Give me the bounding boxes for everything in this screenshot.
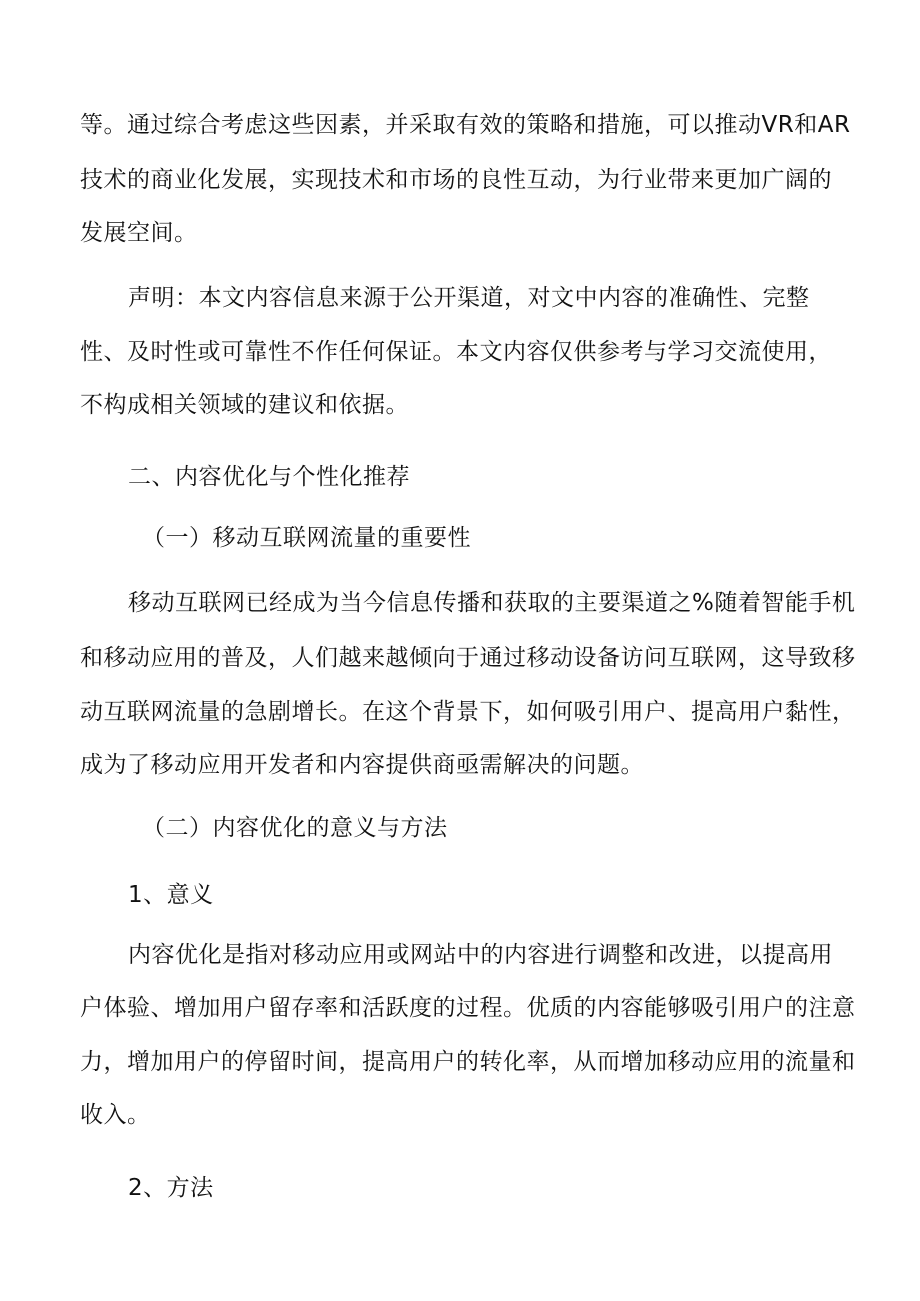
text-line: 内容优化是指对移动应用或网站中的内容进行调整和改进，以提高用	[128, 942, 833, 968]
text-line: 不构成相关领域的建议和依据。	[80, 392, 409, 418]
text-line: 户体验、增加用户留存率和活跃度的过程。优质的内容能够吸引用户的注意	[80, 995, 856, 1021]
item-heading: 1、意义	[128, 882, 214, 908]
text-line: 成为了移动应用开发者和内容提供商亟需解决的问题。	[80, 752, 644, 778]
text-line: 力，增加用户的停留时间，提高用户的转化率，从而增加移动应用的流量和	[80, 1049, 856, 1075]
text-line: 性、及时性或可靠性不作任何保证。本文内容仅供参考与学习交流使用，	[80, 339, 832, 365]
text-line: 声明：本文内容信息来源于公开渠道，对文中内容的准确性、完整	[128, 285, 810, 311]
text-line: 和移动应用的普及，人们越来越倾向于通过移动设备访问互联网，这导致移	[80, 645, 856, 671]
subsection-heading: （一）移动互联网流量的重要性	[142, 525, 471, 551]
text-line: 收入。	[80, 1102, 151, 1128]
text-line: 技术的商业化发展，实现技术和市场的良性互动，为行业带来更加广阔的	[80, 167, 832, 193]
subsection-heading: （二）内容优化的意义与方法	[142, 815, 448, 841]
item-heading: 2、方法	[128, 1175, 214, 1201]
text-line: 移动互联网已经成为当今信息传播和获取的主要渠道之%随着智能手机	[128, 590, 856, 616]
text-line: 发展空间。	[80, 220, 198, 246]
text-line: 等。通过综合考虑这些因素，并采取有效的策略和措施，可以推动VR和AR	[80, 112, 851, 138]
text-line: 动互联网流量的急剧增长。在这个背景下，如何吸引用户、提高用户黏性，	[80, 699, 856, 725]
section-heading: 二、内容优化与个性化推荐	[128, 464, 410, 490]
